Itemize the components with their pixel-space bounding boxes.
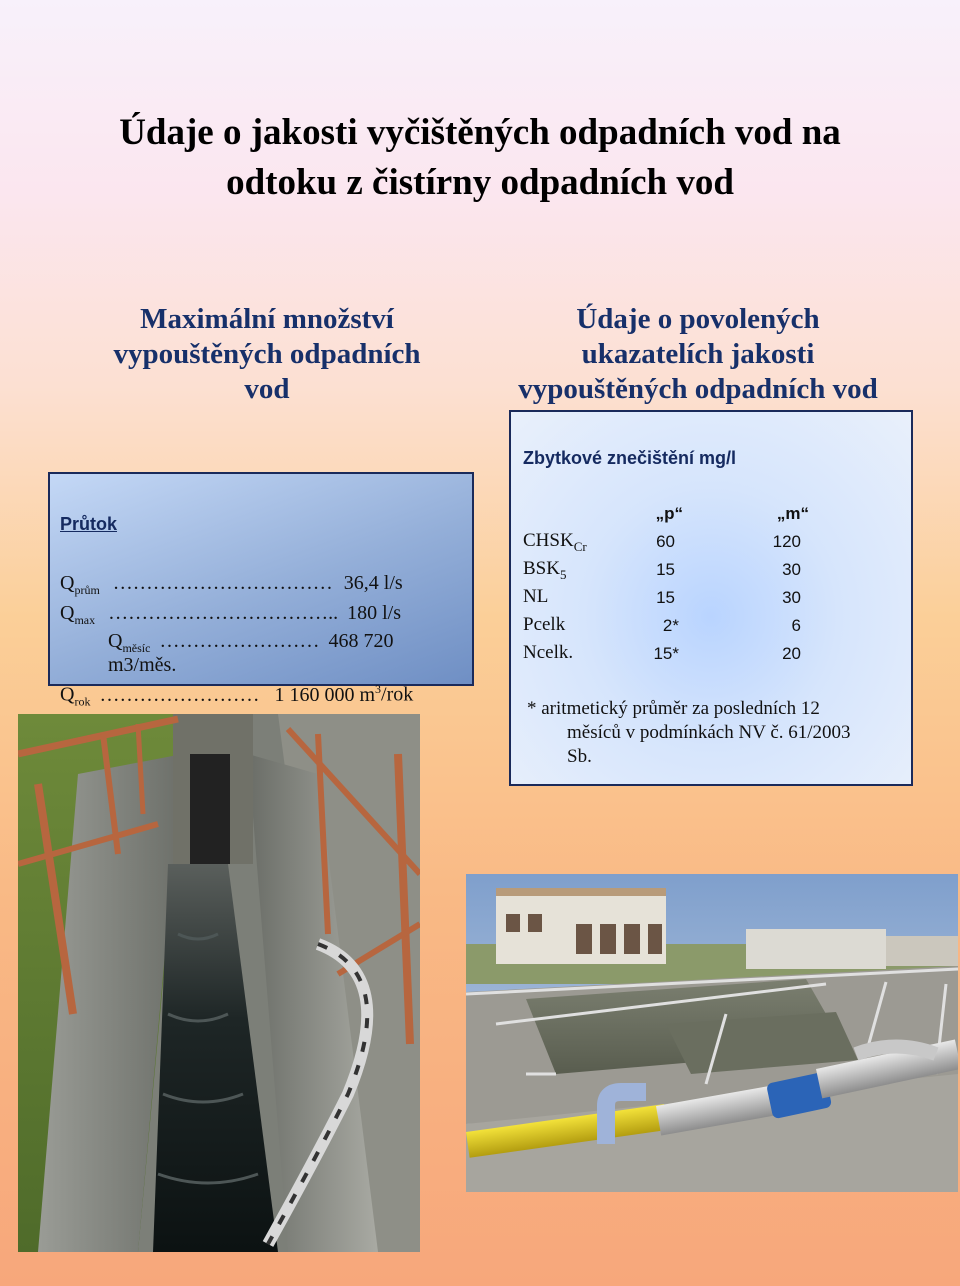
limit-m: 20 xyxy=(782,644,801,663)
flow-symbol: Q xyxy=(60,602,75,624)
parameter-name: Pcelk xyxy=(523,614,566,635)
flow-subscript: prům xyxy=(74,583,100,597)
limit-m: 6 xyxy=(791,616,801,635)
limit-m: 30 xyxy=(782,588,801,607)
flow-value: 468 720 xyxy=(328,630,394,652)
permitted-limits-heading-line-1: Údaje o povolených xyxy=(576,303,820,335)
flow-leader: …………………… xyxy=(99,683,260,706)
limits-col-p: „p“ xyxy=(655,504,683,523)
flow-subscript: max xyxy=(74,613,96,627)
treatment-plant-illustration xyxy=(466,874,958,1192)
limits-row-bsk xyxy=(523,558,566,583)
parameter-name: BSK xyxy=(523,558,560,579)
max-discharge-heading-line-2: vypouštěných odpadních xyxy=(113,338,421,370)
page-title-line-2: odtoku z čistírny odpadních vod xyxy=(226,162,734,203)
permitted-limits-heading-line-3: vypouštěných odpadních vod xyxy=(518,373,878,405)
limit-p: 15* xyxy=(653,644,679,663)
limit-p: 2* xyxy=(662,616,679,635)
limits-title: Zbytkové znečištění mg/l xyxy=(523,448,737,468)
flow-value: 180 l/s xyxy=(347,602,402,624)
limits-row-nl xyxy=(523,586,548,608)
flow-symbol: Q xyxy=(60,572,75,594)
flow-unit-sup: 3 xyxy=(375,682,382,696)
limits-col-m: „m“ xyxy=(776,504,809,523)
parameter-sub: 5 xyxy=(559,566,567,582)
flow-leader: …………………… xyxy=(159,630,320,652)
limits-row-pcelk xyxy=(523,614,565,636)
permitted-limits-heading-line-2: ukazatelích jakosti xyxy=(581,338,815,370)
parameter-name: NL xyxy=(523,586,549,607)
parameter-name: CHSK xyxy=(523,530,574,551)
limit-p: 60 xyxy=(656,532,675,551)
limit-p: 15 xyxy=(656,560,675,579)
max-discharge-heading-line-1: Maximální množství xyxy=(140,303,394,335)
limit-m: 120 xyxy=(772,532,801,551)
flow-row-average xyxy=(60,572,403,598)
page-title-line-1: Údaje o jakosti vyčištěných odpadních vod na xyxy=(119,112,841,153)
outflow-channel-illustration xyxy=(18,714,420,1252)
limit-m: 30 xyxy=(782,560,801,579)
flow-value: 1 160 000 m xyxy=(274,683,376,706)
flow-symbol: Q xyxy=(60,683,75,706)
limits-row-chsk xyxy=(523,530,587,555)
max-discharge-heading-line-3: vod xyxy=(244,373,290,405)
flow-row-year xyxy=(60,682,413,710)
flow-leader: …………………………… xyxy=(112,572,333,594)
max-discharge-heading xyxy=(62,302,472,407)
treatment-plant-photo xyxy=(466,874,958,1192)
page-title xyxy=(40,108,920,208)
limits-row-ncelk xyxy=(523,642,573,664)
permitted-limits-heading xyxy=(488,302,908,407)
limits-panel xyxy=(509,410,913,786)
flow-month-unit: m3/měs. xyxy=(108,654,177,676)
outflow-channel-photo xyxy=(18,714,420,1252)
flow-leader: …………………………….. xyxy=(108,602,339,624)
flow-subscript: rok xyxy=(74,694,91,709)
flow-row-max xyxy=(60,602,401,628)
flow-title: Průtok xyxy=(60,514,118,534)
limits-footnote-line-1: * aritmetický průměr za posledních 12 xyxy=(527,698,820,719)
limits-footnote-line-3: Sb. xyxy=(567,746,592,767)
parameter-name: Ncelk. xyxy=(523,642,574,663)
flow-value: 36,4 l/s xyxy=(343,572,403,594)
parameter-sub: Cr xyxy=(573,538,587,554)
flow-row-month xyxy=(108,630,393,656)
flow-subscript: měsíc xyxy=(122,641,151,655)
flow-panel xyxy=(48,472,474,709)
flow-unit-tail: /rok xyxy=(381,683,414,706)
limit-p: 15 xyxy=(656,588,675,607)
flow-symbol: Q xyxy=(108,630,123,652)
limits-footnote-line-2: měsíců v podmínkách NV č. 61/2003 xyxy=(567,722,851,743)
